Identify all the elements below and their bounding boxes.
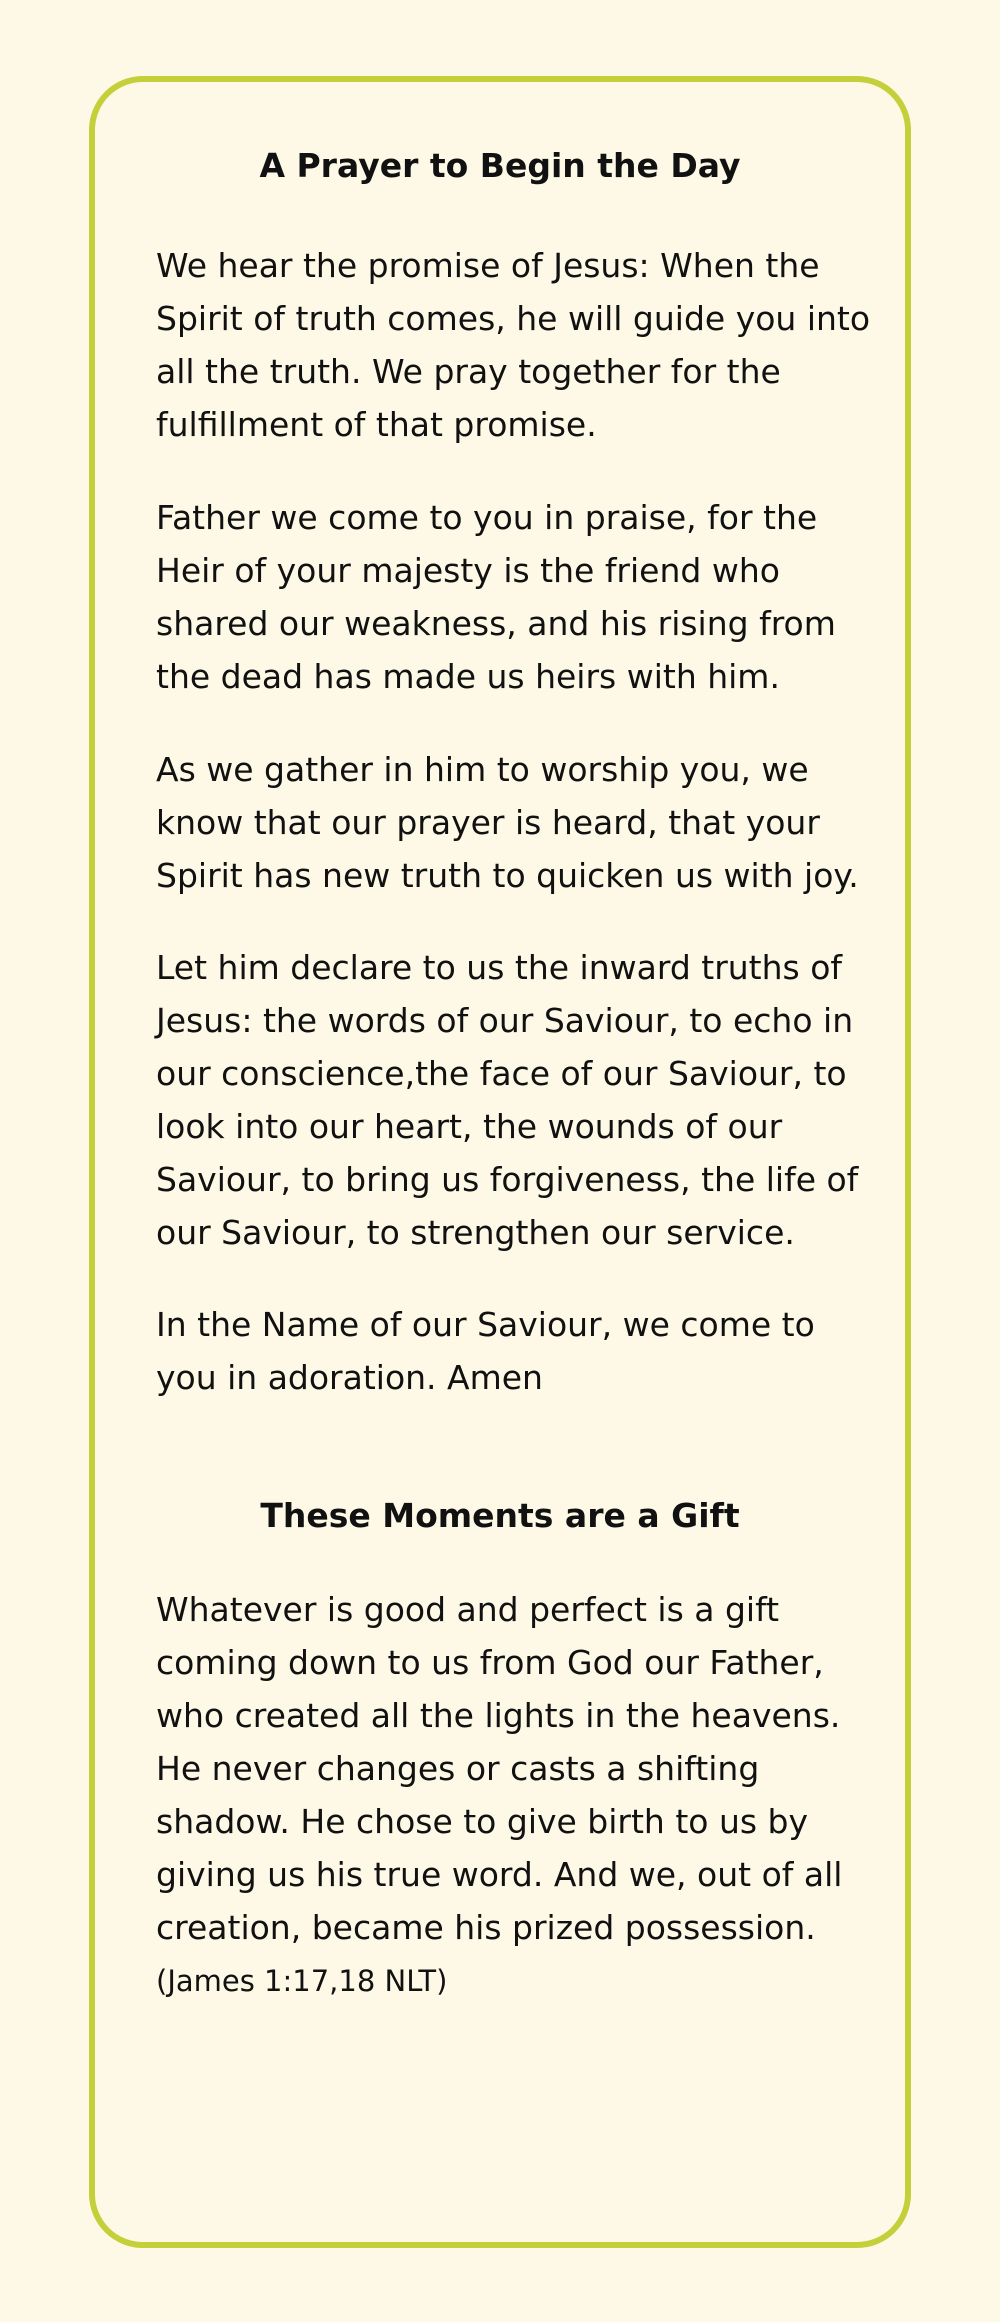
- gift-paragraph: Whatever is good and perfect is a gift coming down to us from God our Father, who created all the lights in the heavens. He never changes or casts a shifting shadow. He chose to give birth to us by giving us his true word. And we, out of all creation, became his prized possession.: [156, 1590, 843, 1947]
- prayer-paragraph-3: As we gather in him to worship you, we know that our prayer is heard, that your Spirit has new truth to quicken us with joy.: [156, 750, 859, 895]
- prayer-title: A Prayer to Begin the Day: [259, 146, 741, 185]
- scripture-citation: (James 1:17,18 NLT): [156, 1964, 448, 1998]
- prayer-paragraph-4: Let him declare to us the inward truths of Jesus: the words of our Saviour, to echo in our conscience,the face of our Saviour, to look into our heart, the wounds of our Saviour, to bring us forgiveness, the life of our Saviour, to strengthen our service.: [156, 948, 859, 1252]
- prayer-paragraph-1: We hear the promise of Jesus: When the Spirit of truth comes, he will guide you into all the truth. We pray together for the fulfillment of that promise.: [156, 246, 871, 444]
- prayer-paragraph-5: In the Name of our Saviour, we come to you in adoration. Amen: [156, 1305, 815, 1397]
- gift-title: These Moments are a Gift: [260, 1496, 740, 1535]
- prayer-paragraph-2: Father we come to you in praise, for the Heir of your majesty is the friend who shared our weakness, and his rising from the dead has made us heirs with him.: [156, 498, 836, 696]
